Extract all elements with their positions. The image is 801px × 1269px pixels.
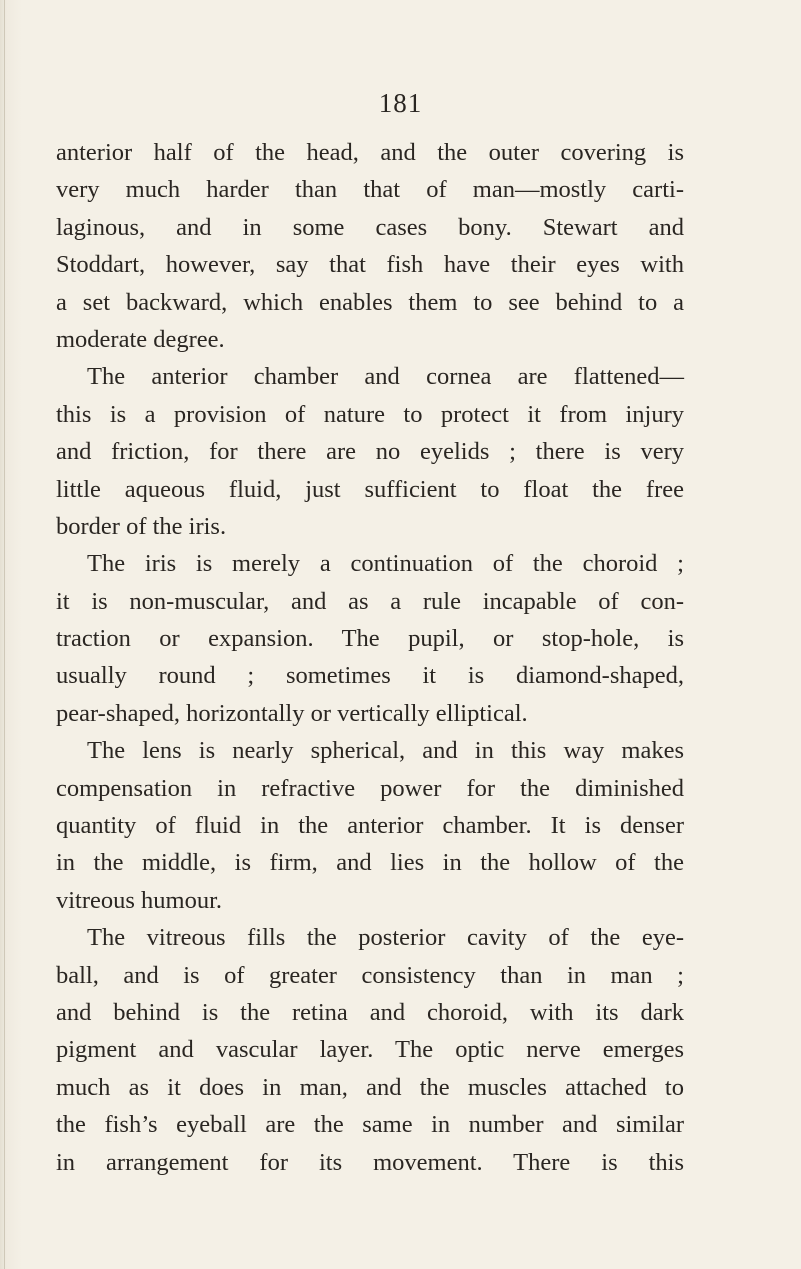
text-line: anterior half of the head, and the outer covering is xyxy=(56,139,684,166)
text-line: in the middle, is firm, and lies in the hollow of the xyxy=(56,849,684,877)
text-line: The vitreous fills the posterior cavity of the eye- xyxy=(87,924,684,952)
text-line: vitreous humour. xyxy=(56,886,223,914)
text-line: The lens is nearly spherical, and in this way makes xyxy=(87,737,684,765)
text-line: and friction, for there are no eyelids ; there is very xyxy=(56,438,684,466)
text-line: The iris is merely a continuation of the choroid ; xyxy=(87,550,684,578)
text-line: usually round ; sometimes it is diamond-shaped, xyxy=(56,662,684,690)
text-line: ball, and is of greater consistency than in man ; xyxy=(56,961,684,989)
text-line: little aqueous fluid, just sufficient to float the free xyxy=(56,475,684,503)
text-line: it is non-muscular, and as a rule incapable of con- xyxy=(56,587,684,615)
text-line: border of the iris. xyxy=(56,512,227,540)
text-line: compensation in refractive power for the diminished xyxy=(56,774,684,802)
page-number: 181 xyxy=(378,88,423,118)
text-line: very much harder than that of man—mostly carti- xyxy=(56,176,684,204)
text-line: pear-shaped, horizontally or vertically elliptical. xyxy=(56,699,528,727)
text-line: much as it does in man, and the muscles attached to xyxy=(56,1073,684,1101)
text-line: and behind is the retina and choroid, with its dark xyxy=(56,998,684,1026)
text-line: quantity of fluid in the anterior chamber. It is denser xyxy=(56,812,684,840)
text-line: in arrangement for its movement. There is this xyxy=(56,1148,684,1176)
text-line: this is a provision of nature to protect it from injury xyxy=(56,400,684,428)
text-line: traction or expansion. The pupil, or stop-hole, is xyxy=(56,625,684,653)
text-line: Stoddart, however, say that fish have their eyes with xyxy=(56,251,684,279)
body-text xyxy=(56,134,684,1181)
text-line: a set backward, which enables them to see behind to a xyxy=(56,288,684,316)
text-line: pigment and vascular layer. The optic nerve emerges xyxy=(56,1036,684,1064)
text-line: the fish’s eyeball are the same in number and similar xyxy=(56,1111,684,1139)
text-line: moderate degree. xyxy=(56,325,225,353)
page-gutter-edge xyxy=(4,0,5,1269)
text-line: laginous, and in some cases bony. Stewart and xyxy=(56,213,684,241)
text-line: The anterior chamber and cornea are flattened— xyxy=(87,363,684,391)
